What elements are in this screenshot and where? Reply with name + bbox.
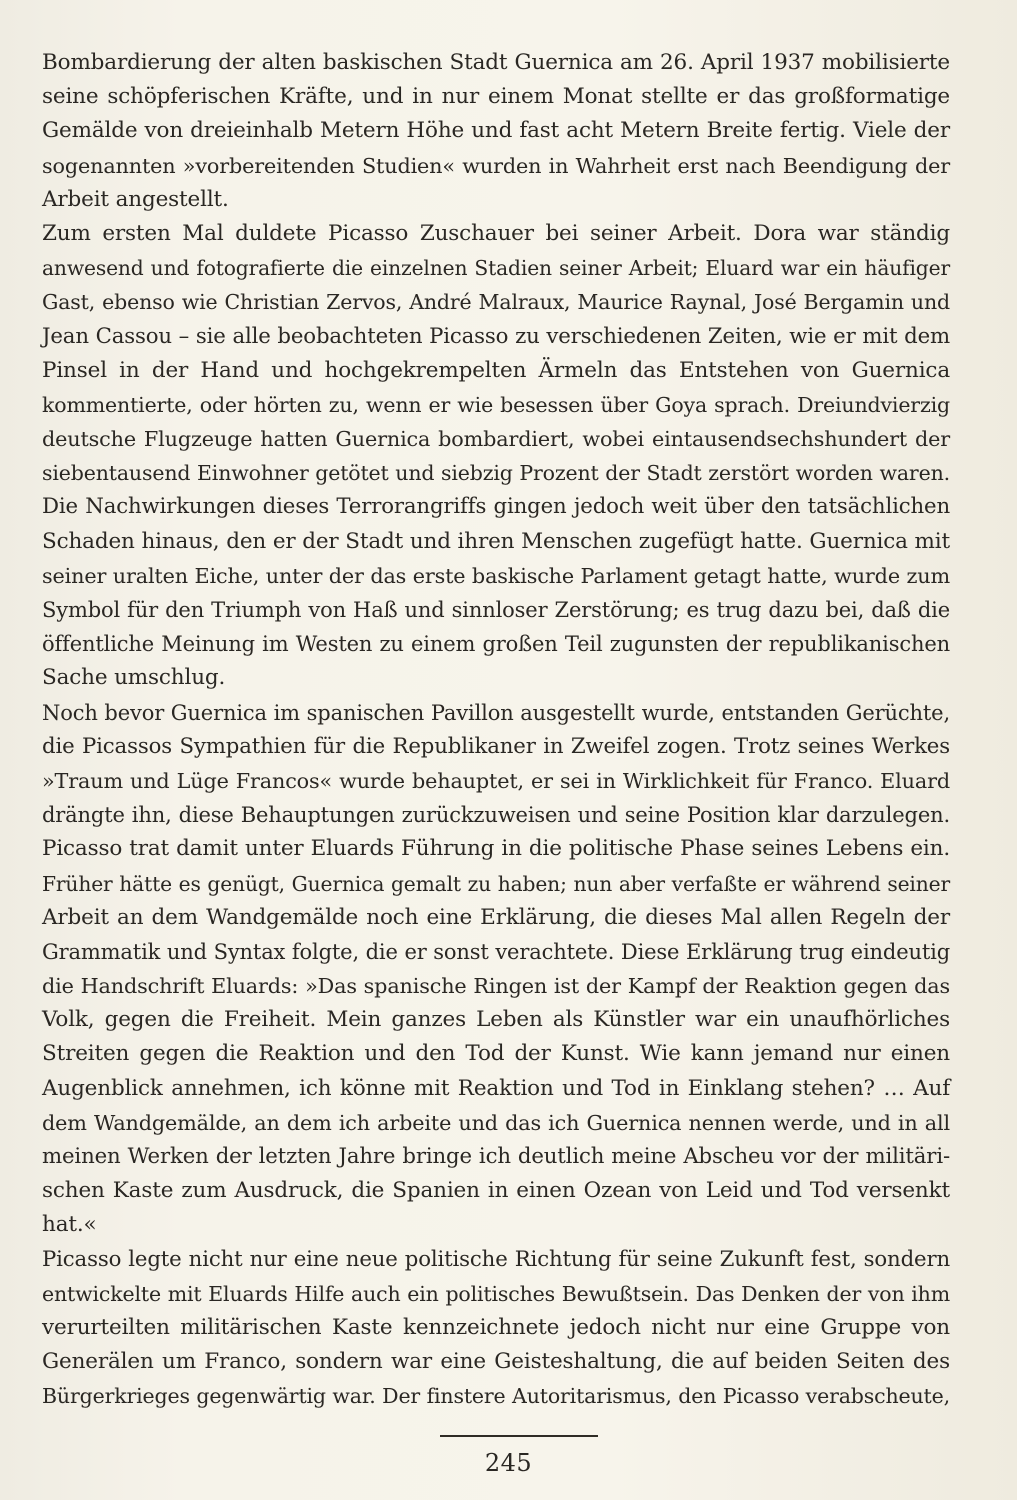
text-line: entwickelte mit Eluards Hilfe auch ein politisches Bewußtsein. Das Denken der von ihm (42, 1281, 950, 1306)
text-line: Bombardierung der alten baskischen Stadt Guernica am 26. April 1937 mobilisierte (42, 50, 950, 75)
text-line: seine schöpferischen Kräfte, und in nur einem Monat stellte er das großformatige (42, 84, 950, 110)
text-line: drängte ihn, diese Behauptungen zurückzuweisen und seine Position klar darzulegen. (42, 803, 950, 828)
text-line: Sache umschlug. (42, 665, 226, 691)
text-line: Die Nachwirkungen dieses Terrorangriffs gingen jedoch weit über den tatsächlichen (42, 494, 950, 520)
text-line: Jean Cassou – sie alle beobachteten Picasso zu verschiedenen Zeiten, wie er mit dem (42, 323, 950, 349)
text-line: Streiten gegen die Reaktion und den Tod der Kunst. Wie kann jemand nur einen (42, 1041, 950, 1067)
text-line: siebentausend Einwohner getötet und siebzig Prozent der Stadt zerstört worden waren. (42, 461, 950, 486)
text-line: seiner uralten Eiche, unter der das erste baskische Parlament getagt hatte, wurde zum (42, 563, 950, 588)
text-line: Augenblick annehmen, ich könne mit Reaktion und Tod in Einklang stehen? … Auf (42, 1075, 950, 1101)
footer-rule (440, 1435, 598, 1437)
text-line: Pinsel in der Hand und hochgekrempelten Ärmeln das Entstehen von Guernica (42, 357, 950, 383)
text-line: Arbeit an dem Wandgemälde noch eine Erklärung, die dieses Mal allen Regeln der (42, 904, 950, 930)
text-line: schen Kaste zum Ausdruck, die Spanien in einen Ozean von Leid und Tod versenkt (42, 1178, 950, 1204)
text-line: Grammatik und Syntax folgte, die er sonst verachtete. Diese Erklärung trug eindeutig (42, 939, 950, 964)
text-line: Gemälde von dreieinhalb Metern Höhe und fast acht Metern Breite fertig. Viele der (42, 118, 950, 144)
text-line: Volk, gegen die Freiheit. Mein ganzes Leben als Künstler war ein unaufhörliches (42, 1007, 950, 1033)
text-line: »Traum und Lüge Francos« wurde behauptet, er sei in Wirklichkeit für Franco. Eluard (42, 768, 950, 793)
text-line: Zum ersten Mal duldete Picasso Zuschauer bei seiner Arbeit. Dora war ständig (42, 220, 950, 246)
text-line: die Handschrift Eluards: »Das spanische Ringen ist der Kampf der Reaktion gegen das (42, 974, 950, 999)
text-line: die Picassos Sympathien für die Republikaner in Zweifel zogen. Trotz seines Werkes (42, 733, 950, 759)
text-line: verurteilten militärischen Kaste kennzeichnete jedoch nicht nur eine Gruppe von (42, 1314, 950, 1340)
text-line: Generälen um Franco, sondern war eine Geisteshaltung, die auf beiden Seiten des (42, 1349, 950, 1375)
text-line: Früher hätte es genügt, Guernica gemalt zu haben; nun aber verfaßte er während seiner (42, 871, 950, 896)
text-line: Symbol für den Triumph von Haß und sinnloser Zerstörung; es trug dazu bei, daß die (42, 598, 950, 622)
text-line: Picasso legte nicht nur eine neue politische Richtung für seine Zukunft fest, sondern (42, 1246, 950, 1272)
text-line: Gast, ebenso wie Christian Zervos, André Malraux, Maurice Raynal, José Bergamin und (42, 290, 950, 315)
page-number: 245 (484, 1449, 533, 1477)
text-line: Bürgerkrieges gegenwärtig war. Der finstere Autoritarismus, den Picasso verabscheute, (42, 1384, 950, 1409)
text-line: dem Wandgemälde, an dem ich arbeite und das ich Guernica nennen werde, und in all (42, 1110, 950, 1135)
text-line: Schaden hinaus, den er der Stadt und ihren Menschen zugefügt hatte. Guernica mit (42, 528, 950, 554)
body-text (42, 46, 950, 1414)
text-line: öffentliche Meinung im Westen zu einem großen Teil zugunsten der republikanischen (42, 632, 950, 657)
text-line: meinen Werken der letzten Jahre bringe ich deutlich meine Abscheu vor der militäri- (42, 1144, 950, 1169)
text-line: Arbeit angestellt. (42, 186, 229, 212)
text-line: hat.« (42, 1212, 97, 1238)
text-line: anwesend und fotografierte die einzelnen Stadien seiner Arbeit; Eluard war ein häufiger (42, 256, 950, 281)
text-line: deutsche Flugzeuge hatten Guernica bombardiert, wobei eintausendsechshundert der (42, 427, 950, 452)
text-line: kommentierte, oder hörten zu, wenn er wie besessen über Goya sprach. Dreiundvierzig (42, 392, 950, 417)
text-line: sogenannten »vorbereitenden Studien« wurden in Wahrheit erst nach Beendigung der (42, 153, 950, 178)
text-line: Picasso trat damit unter Eluards Führung in die politische Phase seines Lebens ein. (42, 836, 950, 862)
text-line: Noch bevor Guernica im spanischen Pavillon ausgestellt wurde, entstanden Gerüchte, (42, 700, 950, 725)
